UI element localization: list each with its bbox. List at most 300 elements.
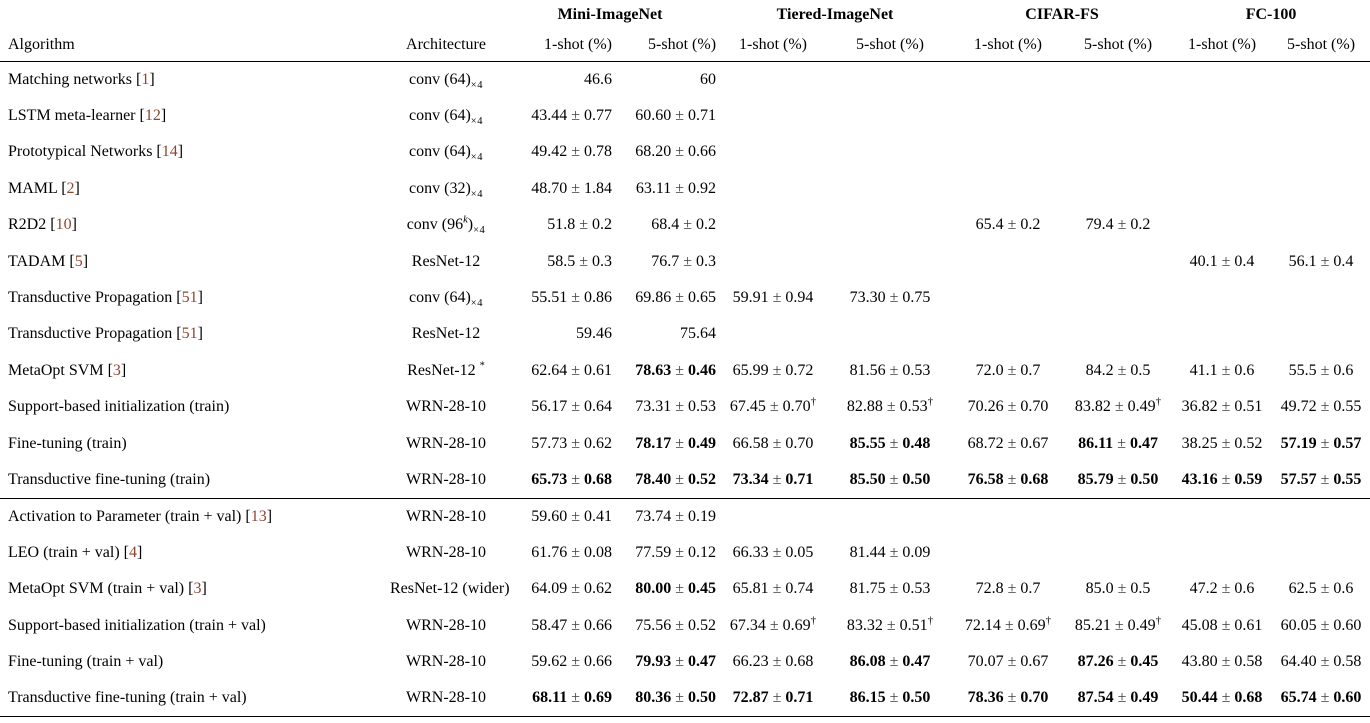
- result-cell: 58.5 ± 0.3: [547, 252, 612, 270]
- result-cell: 85.55 ± 0.48: [849, 434, 931, 452]
- result-cell: [718, 171, 828, 207]
- result-cell: 58.47 ± 0.66: [531, 616, 612, 634]
- plus-minus-sign: ±: [571, 434, 580, 452]
- plus-minus-sign: ±: [571, 179, 580, 197]
- plus-minus-sign: ±: [571, 507, 580, 525]
- result-cell: 60.60 ± 0.71: [635, 107, 717, 125]
- result-cell: [1064, 498, 1172, 534]
- plus-minus-sign: ±: [1320, 252, 1330, 270]
- result-cell: 77.59 ± 0.12: [635, 543, 717, 561]
- plus-minus-sign: ±: [1320, 470, 1330, 488]
- citation-link[interactable]: 1: [141, 70, 150, 88]
- result-cell: [718, 498, 828, 534]
- algorithm-cell: Fine-tuning (train + val): [8, 652, 164, 670]
- result-cell: 65.73 ± 0.68: [531, 470, 612, 488]
- citation-link[interactable]: 5: [74, 252, 83, 270]
- result-cell: 55.5 ± 0.6: [1288, 361, 1354, 379]
- plus-minus-sign: ±: [772, 580, 782, 598]
- result-cell: 72.0 ± 0.7: [975, 361, 1041, 379]
- architecture-cell: ResNet-12 *: [407, 360, 485, 379]
- architecture-cell: conv $(96^k)_{\times 4}$: [406, 214, 486, 237]
- result-cell: 56.1 ± 0.4: [1288, 252, 1354, 270]
- plus-minus-sign: ±: [675, 689, 685, 707]
- plus-minus-sign: ±: [1320, 689, 1330, 707]
- algorithm-cell: Activation to Parameter (train + val) [13]: [8, 507, 273, 525]
- result-cell: 81.44 ± 0.09: [849, 543, 931, 561]
- result-cell: [1064, 243, 1172, 279]
- result-cell: 78.36 ± 0.70: [967, 689, 1049, 707]
- result-cell: 86.15 ± 0.50: [849, 689, 931, 707]
- algorithm-cell: Matching networks [1]: [8, 70, 155, 88]
- citation-link[interactable]: 10: [55, 216, 72, 234]
- plus-minus-sign: ±: [571, 543, 580, 561]
- architecture-cell: conv $(64)_{\times 4}$: [409, 143, 483, 164]
- plus-minus-sign: ±: [675, 616, 685, 634]
- plus-minus-sign: ±: [1007, 216, 1017, 234]
- result-cell: [828, 98, 952, 134]
- plus-minus-sign: ±: [889, 434, 899, 452]
- result-cell: [1272, 316, 1370, 352]
- result-cell: 82.88 ± 0.53†: [846, 395, 934, 416]
- plus-minus-sign: ±: [675, 289, 685, 307]
- plus-minus-sign: ±: [1007, 398, 1017, 416]
- plus-minus-sign: ±: [579, 252, 588, 270]
- result-cell: [718, 243, 828, 279]
- header-spacer: [0, 0, 390, 29]
- result-cell: 73.31 ± 0.53: [635, 398, 717, 416]
- plus-minus-sign: ±: [571, 289, 580, 307]
- result-cell: [718, 316, 828, 352]
- result-cell: [1064, 280, 1172, 316]
- plus-minus-sign: ±: [1007, 361, 1017, 379]
- algorithm-cell: Prototypical Networks [14]: [8, 143, 184, 161]
- result-cell: 67.45 ± 0.70†: [729, 395, 817, 416]
- plus-minus-sign: ±: [1007, 689, 1017, 707]
- plus-minus-sign: ±: [889, 289, 899, 307]
- plus-minus-sign: ±: [675, 107, 685, 125]
- architecture-cell: conv $(64)_{\times 4}$: [409, 107, 483, 128]
- result-cell: 40.1 ± 0.4: [1189, 252, 1255, 270]
- group-header-tiered-imagenet: Tiered-ImageNet: [776, 5, 894, 23]
- table-section-train: [0, 62, 1370, 499]
- result-cell: 59.46: [576, 325, 612, 343]
- architecture-cell: conv $(64)_{\times 4}$: [409, 70, 483, 92]
- dagger-icon: †: [1155, 395, 1162, 408]
- result-cell: [952, 171, 1064, 207]
- table-row: [0, 316, 1370, 352]
- result-cell: [1064, 98, 1172, 134]
- result-cell: 50.44 ± 0.68: [1181, 689, 1263, 707]
- result-cell: [718, 62, 828, 98]
- table-row: [0, 535, 1370, 571]
- result-cell: 36.82 ± 0.51: [1181, 398, 1263, 416]
- table-row: [0, 644, 1370, 680]
- algorithm-cell: Transductive fine-tuning (train + val): [8, 689, 247, 707]
- plus-minus-sign: ±: [571, 361, 580, 379]
- result-cell: 49.42 ± 0.78: [531, 143, 612, 161]
- result-cell: 43.44 ± 0.77: [531, 107, 612, 125]
- result-cell: [1272, 535, 1370, 571]
- column-header-row: [0, 29, 1370, 62]
- table-row: [0, 462, 1370, 498]
- result-cell: 64.09 ± 0.62: [531, 580, 612, 598]
- result-cell: 51.8 ± 0.2: [547, 216, 612, 234]
- table-row: [0, 571, 1370, 607]
- citation-link[interactable]: 51: [181, 289, 198, 307]
- architecture-cell: ResNet-12 (wider): [390, 580, 510, 598]
- plus-minus-sign: ±: [772, 289, 782, 307]
- plus-minus-sign: ±: [772, 543, 782, 561]
- table-row: [0, 425, 1370, 461]
- dagger-icon: †: [810, 395, 817, 408]
- result-cell: 86.11 ± 0.47: [1078, 434, 1158, 452]
- result-cell: 72.87 ± 0.71: [732, 689, 814, 707]
- result-cell: 57.57 ± 0.55: [1280, 470, 1362, 488]
- plus-minus-sign: ±: [1221, 361, 1231, 379]
- result-cell: 38.25 ± 0.52: [1181, 434, 1263, 452]
- result-cell: 76.7 ± 0.3: [651, 252, 717, 270]
- result-cell: 80.00 ± 0.45: [635, 580, 717, 598]
- plus-minus-sign: ±: [1117, 434, 1126, 452]
- architecture-cell: WRN-28-10: [406, 507, 486, 525]
- algorithm-cell: Transductive Propagation [51]: [8, 289, 203, 307]
- result-cell: 62.64 ± 0.61: [531, 361, 612, 379]
- result-cell: [1064, 535, 1172, 571]
- plus-minus-sign: ±: [675, 434, 685, 452]
- result-cell: 57.73 ± 0.62: [531, 434, 612, 452]
- plus-minus-sign: ±: [1007, 580, 1017, 598]
- result-cell: [718, 98, 828, 134]
- result-cell: [828, 498, 952, 534]
- plus-minus-sign: ±: [889, 543, 899, 561]
- algorithm-cell: Transductive Propagation [51]: [8, 325, 203, 343]
- plus-minus-sign: ±: [1221, 398, 1231, 416]
- result-cell: [952, 498, 1064, 534]
- plus-minus-sign: ±: [675, 398, 685, 416]
- result-cell: [1172, 316, 1272, 352]
- result-cell: 47.2 ± 0.6: [1189, 580, 1255, 598]
- result-cell: 66.23 ± 0.68: [732, 652, 814, 670]
- plus-minus-sign: ±: [571, 689, 580, 707]
- table-row: [0, 680, 1370, 716]
- result-cell: [1272, 498, 1370, 534]
- plus-minus-sign: ±: [889, 580, 899, 598]
- result-cell: 78.63 ± 0.46: [635, 361, 717, 379]
- result-cell: [952, 280, 1064, 316]
- result-cell: 78.40 ± 0.52: [635, 470, 717, 488]
- plus-minus-sign: ±: [1221, 434, 1231, 452]
- algorithm-cell: MAML [2]: [8, 179, 80, 197]
- result-cell: [952, 535, 1064, 571]
- plus-minus-sign: ±: [1117, 216, 1127, 234]
- result-cell: [1172, 207, 1272, 243]
- result-cell: 85.79 ± 0.50: [1077, 470, 1159, 488]
- result-cell: [952, 98, 1064, 134]
- plus-minus-sign: ±: [1320, 361, 1330, 379]
- result-cell: 79.4 ± 0.2: [1085, 216, 1151, 234]
- result-cell: 85.0 ± 0.5: [1085, 580, 1151, 598]
- architecture-cell: conv $(32)_{\times 4}$: [409, 179, 483, 201]
- plus-minus-sign: ±: [769, 398, 779, 416]
- dagger-icon: †: [927, 395, 934, 408]
- plus-minus-sign: ±: [1114, 398, 1124, 416]
- plus-minus-sign: ±: [1221, 652, 1231, 670]
- algorithm-cell: Support-based initialization (train): [8, 398, 230, 416]
- citation-link[interactable]: 14: [161, 143, 178, 161]
- result-cell: 87.26 ± 0.45: [1077, 652, 1159, 670]
- architecture-cell: WRN-28-10: [406, 470, 486, 488]
- plus-minus-sign: ±: [571, 107, 580, 125]
- citation-link[interactable]: 51: [181, 325, 198, 343]
- result-cell: 73.74 ± 0.19: [635, 507, 717, 525]
- plus-minus-sign: ±: [1221, 616, 1231, 634]
- result-cell: [718, 134, 828, 170]
- plus-minus-sign: ±: [675, 507, 685, 525]
- column-header-cifar-1shot: 1-shot (%): [952, 29, 1064, 62]
- architecture-cell: WRN-28-10: [406, 616, 486, 634]
- result-cell: 43.16 ± 0.59: [1181, 470, 1263, 488]
- result-cell: 86.08 ± 0.47: [849, 652, 931, 670]
- header-spacer: [390, 0, 502, 29]
- result-cell: 62.5 ± 0.6: [1288, 580, 1354, 598]
- result-cell: [952, 316, 1064, 352]
- result-cell: [1172, 98, 1272, 134]
- plus-minus-sign: ±: [675, 470, 685, 488]
- table-row: [0, 243, 1370, 279]
- plus-minus-sign: ±: [889, 652, 899, 670]
- table-row: [0, 207, 1370, 243]
- plus-minus-sign: ±: [571, 652, 580, 670]
- result-cell: [1272, 98, 1370, 134]
- result-cell: 64.40 ± 0.58: [1280, 652, 1362, 670]
- result-cell: 79.93 ± 0.47: [635, 652, 717, 670]
- architecture-cell: WRN-28-10: [406, 543, 486, 561]
- result-cell: 81.75 ± 0.53: [849, 580, 931, 598]
- result-cell: [1272, 62, 1370, 98]
- result-cell: [828, 207, 952, 243]
- result-cell: 80.36 ± 0.50: [635, 689, 717, 707]
- plus-minus-sign: ±: [1320, 652, 1330, 670]
- result-cell: 59.91 ± 0.94: [732, 289, 814, 307]
- table-row: [0, 498, 1370, 534]
- plus-minus-sign: ±: [1117, 470, 1127, 488]
- plus-minus-sign: ±: [889, 470, 899, 488]
- plus-minus-sign: ±: [1221, 580, 1231, 598]
- architecture-cell: ResNet-12: [411, 252, 481, 270]
- plus-minus-sign: ±: [675, 543, 685, 561]
- plus-minus-sign: ±: [886, 398, 896, 416]
- plus-minus-sign: ±: [1117, 361, 1127, 379]
- result-cell: 55.51 ± 0.86: [531, 289, 612, 307]
- result-cell: 57.19 ± 0.57: [1280, 434, 1362, 452]
- table-row: [0, 98, 1370, 134]
- citation-link[interactable]: 4: [128, 543, 137, 561]
- algorithm-cell: MetaOpt SVM [3]: [8, 361, 127, 379]
- column-header-tiered-5shot: 5-shot (%): [828, 29, 952, 62]
- table-row: [0, 134, 1370, 170]
- result-cell: 85.50 ± 0.50: [849, 470, 931, 488]
- plus-minus-sign: ±: [683, 216, 693, 234]
- plus-minus-sign: ±: [675, 580, 685, 598]
- plus-minus-sign: ±: [675, 179, 685, 197]
- plus-minus-sign: ±: [1320, 580, 1330, 598]
- result-cell: [1272, 280, 1370, 316]
- plus-minus-sign: ±: [1221, 470, 1231, 488]
- plus-minus-sign: ±: [571, 398, 580, 416]
- result-cell: [1172, 280, 1272, 316]
- result-cell: 72.8 ± 0.7: [975, 580, 1041, 598]
- result-cell: 65.4 ± 0.2: [975, 216, 1041, 234]
- plus-minus-sign: ±: [889, 361, 899, 379]
- architecture-cell: WRN-28-10: [406, 434, 486, 452]
- plus-minus-sign: ±: [1221, 689, 1231, 707]
- plus-minus-sign: ±: [1117, 689, 1127, 707]
- result-cell: [1064, 171, 1172, 207]
- plus-minus-sign: ±: [683, 252, 693, 270]
- dagger-icon: †: [927, 614, 934, 627]
- algorithm-cell: MetaOpt SVM (train + val) [3]: [8, 580, 207, 598]
- table-section-train-val: [0, 498, 1370, 716]
- plus-minus-sign: ±: [1320, 616, 1330, 634]
- plus-minus-sign: ±: [571, 470, 580, 488]
- result-cell: 65.74 ± 0.60: [1280, 689, 1362, 707]
- plus-minus-sign: ±: [675, 361, 685, 379]
- result-cell: [952, 62, 1064, 98]
- result-cell: 75.64: [680, 325, 717, 343]
- architecture-cell: ResNet-12: [411, 325, 481, 343]
- algorithm-cell: Fine-tuning (train): [8, 434, 127, 452]
- table-row: [0, 353, 1370, 389]
- algorithm-cell: LSTM meta-learner [12]: [8, 107, 167, 125]
- table-header: [0, 0, 1370, 62]
- dagger-icon: †: [1045, 614, 1052, 627]
- result-cell: 81.56 ± 0.53: [849, 361, 931, 379]
- plus-minus-sign: ±: [675, 652, 685, 670]
- result-cell: 70.07 ± 0.67: [967, 652, 1049, 670]
- algorithm-cell: R2D2 [10]: [8, 216, 77, 234]
- citation-link[interactable]: 3: [112, 361, 121, 379]
- result-cell: 87.54 ± 0.49: [1077, 689, 1159, 707]
- plus-minus-sign: ±: [772, 689, 782, 707]
- result-cell: 61.76 ± 0.08: [531, 543, 612, 561]
- plus-minus-sign: ±: [1320, 434, 1330, 452]
- result-cell: 56.17 ± 0.64: [531, 398, 612, 416]
- plus-minus-sign: ±: [772, 470, 782, 488]
- result-cell: [828, 316, 952, 352]
- result-cell: 76.58 ± 0.68: [967, 470, 1049, 488]
- result-cell: 60.05 ± 0.60: [1280, 616, 1362, 634]
- plus-minus-sign: ±: [1004, 616, 1014, 634]
- plus-minus-sign: ±: [571, 580, 580, 598]
- architecture-cell: conv $(64)_{\times 4}$: [409, 289, 483, 310]
- plus-minus-sign: ±: [769, 616, 779, 634]
- plus-minus-sign: ±: [889, 689, 899, 707]
- result-cell: [952, 134, 1064, 170]
- result-cell: 65.81 ± 0.74: [732, 580, 814, 598]
- plus-minus-sign: ±: [1221, 252, 1231, 270]
- result-cell: 67.34 ± 0.69†: [729, 614, 817, 634]
- result-cell: [1172, 171, 1272, 207]
- result-cell: [1272, 207, 1370, 243]
- table-row: [0, 280, 1370, 316]
- group-header-cifar-fs: CIFAR-FS: [1025, 5, 1099, 23]
- algorithm-cell: TADAM [5]: [8, 252, 89, 270]
- result-cell: 85.21 ± 0.49†: [1074, 614, 1162, 634]
- algorithm-cell: Support-based initialization (train + val): [8, 616, 266, 634]
- result-cell: 70.26 ± 0.70: [967, 398, 1049, 416]
- result-cell: 66.58 ± 0.70: [732, 434, 814, 452]
- plus-minus-sign: ±: [1007, 434, 1017, 452]
- architecture-cell: WRN-28-10: [406, 689, 486, 707]
- result-cell: 68.11 ± 0.69: [532, 689, 612, 707]
- architecture-cell: WRN-28-10: [406, 398, 486, 416]
- result-cell: 73.34 ± 0.71: [732, 470, 814, 488]
- result-cell: [1172, 134, 1272, 170]
- plus-minus-sign: ±: [1007, 470, 1017, 488]
- result-cell: 65.99 ± 0.72: [732, 361, 814, 379]
- plus-minus-sign: ±: [1007, 652, 1017, 670]
- table-row: [0, 389, 1370, 425]
- result-cell: 72.14 ± 0.69†: [964, 614, 1052, 634]
- result-cell: 60: [700, 70, 717, 88]
- result-cell: [952, 243, 1064, 279]
- plus-minus-sign: ±: [886, 616, 896, 634]
- column-header-mini-5shot: 5-shot (%): [614, 29, 718, 62]
- column-header-algorithm: Algorithm: [0, 29, 390, 62]
- plus-minus-sign: ±: [579, 216, 588, 234]
- column-header-cifar-5shot: 5-shot (%): [1064, 29, 1172, 62]
- plus-minus-sign: ±: [571, 616, 580, 634]
- result-cell: 68.4 ± 0.2: [651, 216, 717, 234]
- plus-minus-sign: ±: [1117, 652, 1127, 670]
- result-cell: [1172, 535, 1272, 571]
- table-row: [0, 171, 1370, 207]
- plus-minus-sign: ±: [772, 652, 782, 670]
- result-cell: [718, 207, 828, 243]
- citation-link[interactable]: 2: [66, 179, 75, 197]
- result-cell: 78.17 ± 0.49: [635, 434, 717, 452]
- result-cell: 83.32 ± 0.51†: [846, 614, 934, 634]
- dagger-icon: †: [1155, 614, 1162, 627]
- result-cell: 43.80 ± 0.58: [1181, 652, 1263, 670]
- result-cell: [1272, 171, 1370, 207]
- plus-minus-sign: ±: [675, 143, 685, 161]
- citation-link[interactable]: 12: [144, 107, 161, 125]
- column-header-fc100-5shot: 5-shot (%): [1272, 29, 1370, 62]
- group-header-mini-imagenet: Mini-ImageNet: [557, 5, 663, 23]
- result-cell: [1172, 62, 1272, 98]
- plus-minus-sign: ±: [772, 361, 782, 379]
- result-cell: 75.56 ± 0.52: [635, 616, 717, 634]
- result-cell: 49.72 ± 0.55: [1280, 398, 1362, 416]
- plus-minus-sign: ±: [772, 434, 782, 452]
- result-cell: 73.30 ± 0.75: [849, 289, 931, 307]
- table-row: [0, 607, 1370, 643]
- result-cell: 46.6: [584, 70, 612, 88]
- algorithm-cell: LEO (train + val) [4]: [8, 543, 143, 561]
- citation-link[interactable]: 3: [193, 580, 202, 598]
- citation-link[interactable]: 13: [250, 507, 267, 525]
- result-cell: [1064, 62, 1172, 98]
- result-cell: [828, 62, 952, 98]
- column-header-mini-1shot: 1-shot (%): [502, 29, 614, 62]
- result-cell: [828, 134, 952, 170]
- result-cell: [828, 171, 952, 207]
- dataset-group-row: [0, 0, 1370, 29]
- result-cell: [828, 243, 952, 279]
- architecture-cell: WRN-28-10: [406, 652, 486, 670]
- result-cell: [1272, 134, 1370, 170]
